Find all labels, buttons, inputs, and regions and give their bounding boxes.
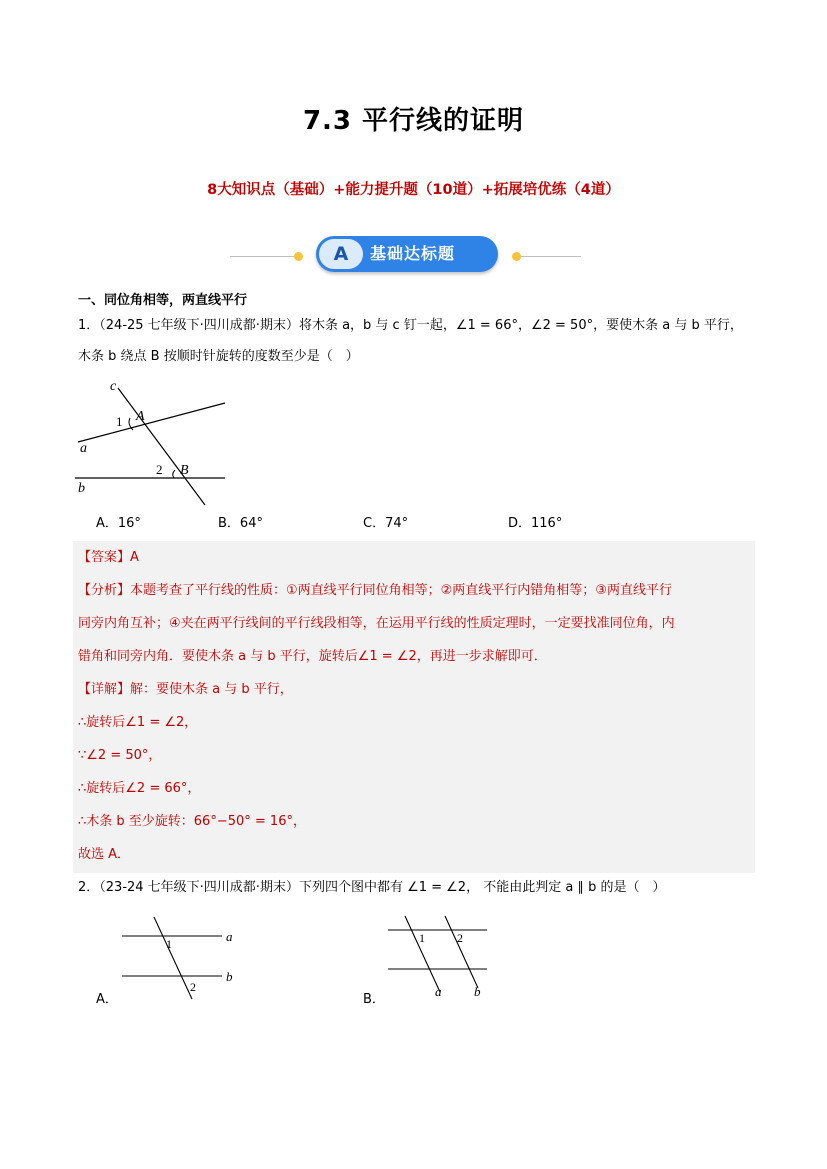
- label-angle-1: 1: [166, 937, 172, 951]
- label-b: b: [474, 984, 481, 999]
- page-title: 7.3 平行线的证明: [302, 106, 525, 136]
- question-2-figure-a: [118, 915, 248, 1003]
- label-angle-2: 2: [190, 980, 196, 994]
- label-angle-1: 1: [116, 414, 123, 429]
- answer-line: ∴旋转后∠1 = ∠2，: [78, 715, 198, 730]
- section-banner: [230, 234, 590, 278]
- page-subtitle: 8大知识点（基础）+能力提升题（10道）+拓展培优练（4道）: [207, 182, 620, 198]
- banner-left-dot: [294, 252, 303, 261]
- label-a: a: [80, 441, 87, 456]
- answer-line: ∴旋转后∠2 = 66°，: [78, 781, 201, 796]
- question-1-figure: [70, 378, 240, 510]
- question-1-options: [0, 512, 827, 536]
- label-a: a: [435, 984, 442, 999]
- answer-line: 错角和同旁内角．要使木条 a 与 b 平行，旋转后∠1 = ∠2，再进一步求解即可．: [78, 649, 547, 664]
- banner-letter: A: [319, 239, 363, 269]
- label-angle-2: 2: [457, 931, 463, 945]
- banner-right-line: [521, 256, 581, 257]
- option-c[interactable]: C．74°: [363, 516, 409, 531]
- question-2-figure-b: [385, 912, 495, 1000]
- banner-label: 基础达标题: [370, 244, 456, 263]
- question-1-line-1: 1．（24-25 七年级下·四川成都·期末）将木条 a，b 与 c 钉一起，∠1 = 66°，∠2 = 50°，要使木条 a 与 b 平行，: [78, 318, 743, 333]
- answer-box: [73, 541, 755, 873]
- label-b: b: [78, 481, 85, 496]
- label-angle-1: 1: [419, 931, 425, 945]
- question-2-option-b[interactable]: B．: [363, 992, 385, 1007]
- answer-line: ∴木条 b 至少旋转：66°−50° = 16°，: [78, 814, 306, 829]
- question-2-option-a[interactable]: A．: [96, 992, 118, 1007]
- line-b: [445, 916, 478, 988]
- question-1-line-2: 木条 b 绕点 B 按顺时针旋转的度数至少是（ ）: [78, 349, 359, 364]
- label-B: B: [180, 463, 189, 478]
- option-b[interactable]: B．64°: [218, 516, 263, 531]
- label-b: b: [226, 969, 233, 984]
- label-angle-2: 2: [156, 462, 163, 477]
- answer-line: ∵∠2 = 50°，: [78, 748, 162, 763]
- answer-line: 故选 A．: [78, 847, 131, 862]
- answer-line: 【分析】本题考查了平行线的性质：①两直线平行同位角相等；②两直线平行内错角相等；③两直线平行: [78, 583, 672, 598]
- label-c: c: [110, 379, 117, 394]
- question-2-text: 2．（23-24 七年级下·四川成都·期末）下列四个图中都有 ∠1 = ∠2， 不能由此判定 a ∥ b 的是（ ）: [78, 880, 666, 895]
- option-a[interactable]: A．16°: [96, 516, 141, 531]
- line-c: [118, 388, 205, 505]
- angle-2-arc: [173, 470, 175, 478]
- transversal: [154, 917, 192, 999]
- label-A: A: [136, 409, 145, 424]
- answer-line: 【详解】解：要使木条 a 与 b 平行，: [78, 682, 293, 697]
- line-a: [78, 403, 225, 442]
- banner-left-line: [230, 256, 294, 257]
- answer-line: 同旁内角互补；④夹在两平行线间的平行线段相等，在运用平行线的性质定理时，一定要找准同位角，内: [78, 616, 675, 631]
- line-a: [405, 916, 440, 992]
- section-heading: 一、同位角相等，两直线平行: [78, 293, 248, 308]
- label-a: a: [226, 929, 233, 944]
- answer-line: 【答案】A: [78, 550, 139, 565]
- banner-right-dot: [512, 252, 521, 261]
- option-d[interactable]: D．116°: [508, 516, 563, 531]
